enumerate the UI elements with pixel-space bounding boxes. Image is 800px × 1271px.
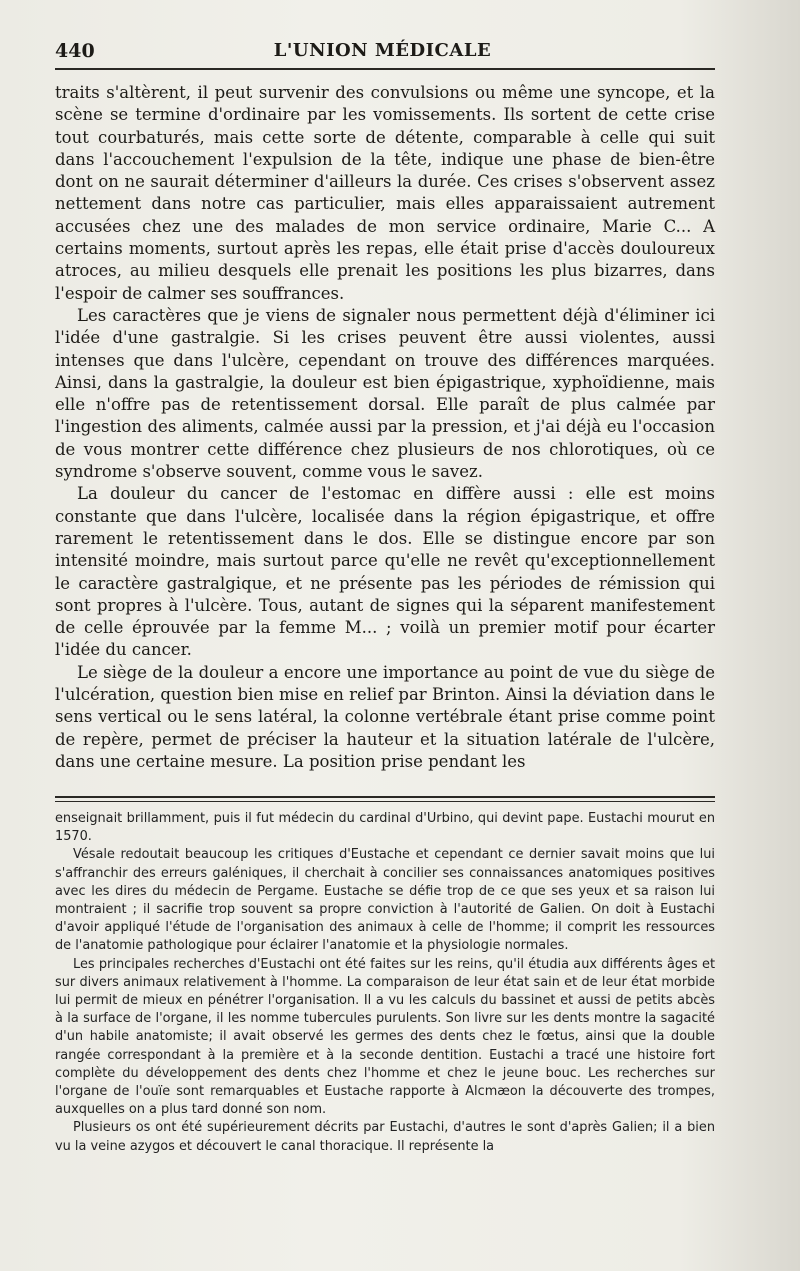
main-text: [55, 82, 715, 773]
footnote-4: Plusieurs os ont été supérieurement décrits par Eustachi, d'autres le sont d'après Galien; il a bien vu la veine azygos et découvert le canal thoracique. Il représente la: [55, 1120, 715, 1154]
paragraph-2: Les caractères que je viens de signaler nous permettent déjà d'éliminer ici l'idée d'une gastralgie. Si les crises peuvent être aussi violentes, aussi intenses que dans l'ulcère, cependant on trouve des différences marquées. Ainsi, dans la gastralgie, la douleur est bien épigastrique, xyphoïdienne, mais elle n'offre pas de retentissement dorsal. Elle paraît de plus calmée par l'ingestion des aliments, calmée aussi par la pression, et j'ai déjà eu l'occasion de vous montrer cette différence chez plusieurs de nos chlorotiques, où ce syndrome s'observe souvent, comme vous le savez.: [55, 305, 715, 482]
page-number: 440: [55, 40, 95, 62]
footnote-3: Les principales recherches d'Eustachi ont été faites sur les reins, qu'il étudia aux différents âges et sur divers animaux relativement à l'homme. La comparaison de leur état sain et de leur état morbide lui permit de mieux en pénétrer l'organisation. Il a vu les calculs du bassinet et aussi de petits abcès à la surface de l'organe, il les nomme tubercules purulents. Son livre sur les dents montre la sagacité d'un habile anatomiste; il avait observé les germes des dents chez le fœtus, ainsi que la double rangée correspondant à la première et à la seconde dentition. Eustachi a tracé une histoire fort complète du développement des dents chez l'homme et chez le jeune bouc. Les recherches sur l'organe de l'ouïe sont remarquables et Eustache rapporte à Alcmæon la découverte des trompes, auxquelles on a plus tard donné son nom.: [55, 956, 715, 1118]
footnote-2: Vésale redoutait beaucoup les critiques d'Eustache et cependant ce dernier savait moins que lui s'affranchir des erreurs galéniques, il cherchait à concilier ses connaissances anatomiques positives avec les dires du médecin de Pergame. Eustache se défie trop de ce que ses yeux et sa raison lui montraient ; il sacrifie trop souvent sa propre conviction à l'autorité de Galien. On doit à Eustachi d'avoir appliqué l'étude de l'organisation des animaux à celle de l'homme; il comprit les ressources de l'anatomie pathologique pour éclairer l'anatomie et la physiologie normales.: [55, 847, 715, 954]
paragraph-4: Le siège de la douleur a encore une importance au point de vue du siège de l'ulcération, question bien mise en relief par Brinton. Ainsi la déviation dans le sens vertical ou le sens latéral, la colonne vertébrale étant prise comme point de repère, permet de préciser la hauteur et la situation latérale de l'ulcère, dans une certaine mesure. La position prise pendant les: [55, 662, 715, 771]
paragraph-1: traits s'altèrent, il peut survenir des convulsions ou même une syncope, et la scène se termine d'ordinaire par les vomissements. Ils sortent de cette crise tout courbaturés, mais cette sorte de détente, comparable à celle qui suit dans l'accouchement l'expulsion de la tête, indique une phase de bien-être dont on ne saurait déterminer d'ailleurs la durée. Ces crises s'observent assez nettement dans notre cas particulier, mais elles apparaissaient autrement accusées chez une des malades de mon service ordinaire, Marie C... A certains moments, surtout après les repas, elle était prise d'accès douloureux atroces, au milieu desquels elle prenait les positions les plus bizarres, dans l'espoir de calmer ses souffrances.: [55, 83, 715, 303]
footnote-separator-thin: [55, 801, 715, 802]
footnotes: [55, 810, 715, 1156]
footnote-1: enseignait brillamment, puis il fut médecin du cardinal d'Urbino, qui devint pape. Eustachi mourut en 1570.: [55, 811, 715, 845]
running-title: L'UNION MÉDICALE: [273, 40, 492, 61]
paragraph-3: La douleur du cancer de l'estomac en diffère aussi : elle est moins constante que dans l'ulcère, localisée dans la région épigastrique, et offre rarement le retentissement dans le dos. Elle se distingue encore par son intensité moindre, mais surtout parce qu'elle ne revêt qu'exceptionnellement le caractère gastralgique, et ne présente pas les périodes de rémission qui sont propres à l'ulcère. Tous, autant de signes qui la séparent manifestement de celle éprouvée par la femme M... ; voilà un premier motif pour écarter l'idée du cancer.: [55, 484, 715, 660]
header-rule: [55, 68, 715, 70]
page-header: [55, 36, 710, 66]
footnote-separator: [55, 796, 715, 798]
